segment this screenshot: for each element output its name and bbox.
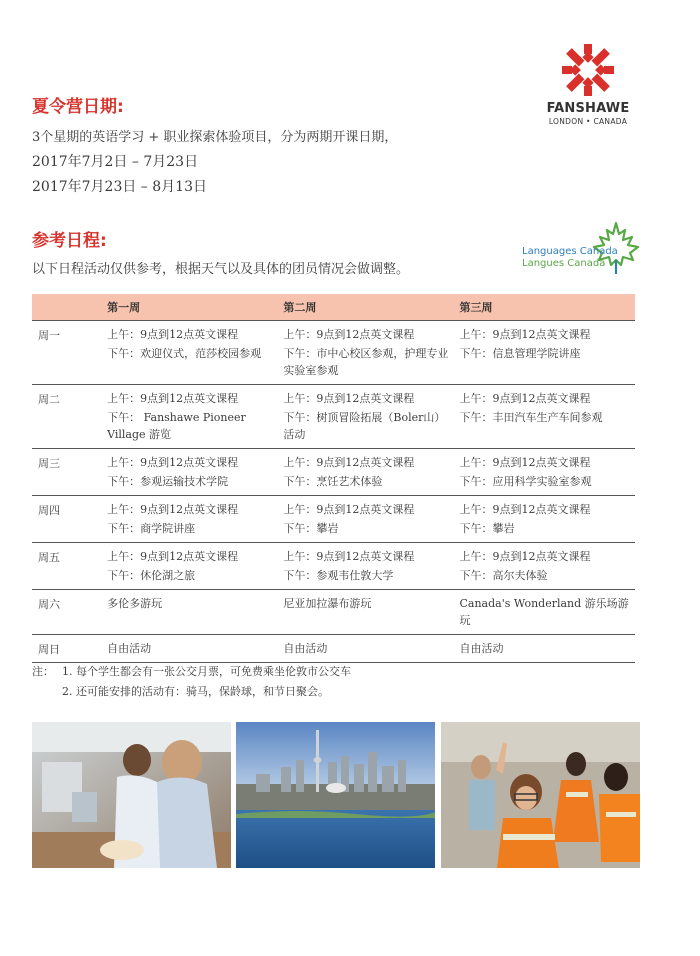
afternoon-activity: 下午： Fanshawe Pioneer Village 游览 <box>107 411 246 441</box>
day-activity: 自由活动 <box>283 642 328 655</box>
week3-cell <box>460 321 636 385</box>
morning-activity: 上午：9点到12点英文课程 <box>283 550 415 563</box>
fanshawe-name: FANSHAWE <box>546 101 630 116</box>
afternoon-activity: 下午：高尔夫体验 <box>459 569 548 582</box>
morning-activity: 上午：9点到12点英文课程 <box>107 392 239 405</box>
morning-activity: 上午：9点到12点英文课程 <box>459 456 591 469</box>
table-header-week1: 第一周 <box>107 294 283 321</box>
week3-cell <box>460 449 636 496</box>
lc-english-name: Languages Canada <box>522 246 618 257</box>
day-activity: 尼亚加拉瀑布游玩 <box>283 597 372 610</box>
notes-label: 注： <box>32 665 54 678</box>
session-1-dates: 2017年7月2日 – 7月23日 <box>32 154 199 170</box>
week1-cell <box>107 635 283 663</box>
note-item: 2. 还可能安排的活动有：骑马，保龄球，和节日聚会。 <box>62 685 329 698</box>
afternoon-activity: 下午：烹饪艺术体验 <box>283 475 383 488</box>
week2-cell <box>283 449 459 496</box>
day-activity: 自由活动 <box>459 642 504 655</box>
week2-cell <box>283 590 459 635</box>
table-row <box>32 543 635 590</box>
day-activity: 多伦多游玩 <box>107 597 163 610</box>
week1-cell <box>107 385 283 449</box>
note-item: 1. 每个学生都会有一张公交月票，可免费乘坐伦敦市公交车 <box>62 665 351 678</box>
afternoon-activity: 下午：树顶冒险拓展（Boler山）活动 <box>283 411 446 441</box>
day-label: 周五 <box>32 543 107 590</box>
day-activity: Canada's Wonderland 游乐场游玩 <box>459 597 629 627</box>
afternoon-activity: 下午：欢迎仪式，范莎校园参观 <box>107 347 262 360</box>
morning-activity: 上午：9点到12点英文课程 <box>107 456 239 469</box>
table-row <box>32 590 635 635</box>
table-row <box>32 635 635 663</box>
week1-cell <box>107 321 283 385</box>
morning-activity: 上午：9点到12点英文课程 <box>107 550 239 563</box>
table-header-row <box>32 294 635 321</box>
week1-cell <box>107 590 283 635</box>
afternoon-activity: 下午：攀岩 <box>459 522 515 535</box>
day-activity: 自由活动 <box>107 642 152 655</box>
day-label: 周三 <box>32 449 107 496</box>
morning-activity: 上午：9点到12点英文课程 <box>459 328 591 341</box>
morning-activity: 上午：9点到12点英文课程 <box>459 503 591 516</box>
camp-intro: 3个星期的英语学习 + 职业探索体验项目，分为两期开课日期， <box>32 130 398 145</box>
kids-safety-vests-photo <box>441 722 640 868</box>
week2-cell <box>283 543 459 590</box>
afternoon-activity: 下午：丰田汽车生产车间参观 <box>459 411 603 424</box>
day-label: 周四 <box>32 496 107 543</box>
afternoon-activity: 下午：市中心校区参观，护理专业实验室参观 <box>283 347 449 377</box>
languages-canada-logo <box>518 220 648 280</box>
toronto-skyline-photo <box>236 722 435 868</box>
week3-cell <box>460 543 636 590</box>
fanshawe-logo <box>533 42 643 132</box>
day-label: 周六 <box>32 590 107 635</box>
week1-cell <box>107 496 283 543</box>
morning-activity: 上午：9点到12点英文课程 <box>107 328 239 341</box>
afternoon-activity: 下午：参观韦仕敦大学 <box>283 569 394 582</box>
morning-activity: 上午：9点到12点英文课程 <box>283 456 415 469</box>
morning-activity: 上午：9点到12点英文课程 <box>459 392 591 405</box>
fanshawe-location: LONDON • CANADA <box>548 117 628 126</box>
lab-students-photo <box>32 722 231 868</box>
week1-cell <box>107 449 283 496</box>
table-row <box>32 496 635 543</box>
table-header-week3: 第三周 <box>460 294 636 321</box>
table-row <box>32 385 635 449</box>
morning-activity: 上午：9点到12点英文课程 <box>107 503 239 516</box>
day-label: 周日 <box>32 635 107 663</box>
table-header-day <box>32 294 107 321</box>
lc-french-name: Langues Canada <box>522 258 606 269</box>
week3-cell <box>460 496 636 543</box>
week3-cell <box>460 635 636 663</box>
session-2-dates: 2017年7月23日 – 8月13日 <box>32 179 207 195</box>
morning-activity: 上午：9点到12点英文课程 <box>283 503 415 516</box>
afternoon-activity: 下午：休伦湖之旅 <box>107 569 196 582</box>
week2-cell <box>283 496 459 543</box>
notes <box>32 662 351 702</box>
afternoon-activity: 下午：攀岩 <box>283 522 339 535</box>
week3-cell <box>460 590 636 635</box>
afternoon-activity: 下午：参观运输技术学院 <box>107 475 229 488</box>
fanshawe-emblem-icon <box>533 42 643 100</box>
schedule-note: 以下日程活动仅供参考，根据天气以及具体的团员情况会做调整。 <box>32 262 410 277</box>
week2-cell <box>283 385 459 449</box>
morning-activity: 上午：9点到12点英文课程 <box>459 550 591 563</box>
week2-cell <box>283 321 459 385</box>
table-row <box>32 321 635 385</box>
morning-activity: 上午：9点到12点英文课程 <box>283 328 415 341</box>
day-label: 周二 <box>32 385 107 449</box>
day-label: 周一 <box>32 321 107 385</box>
table-row <box>32 449 635 496</box>
week3-cell <box>460 385 636 449</box>
schedule-title: 参考日程: <box>32 231 107 251</box>
week1-cell <box>107 543 283 590</box>
afternoon-activity: 下午：信息管理学院讲座 <box>459 347 581 360</box>
table-header-week2: 第二周 <box>283 294 459 321</box>
afternoon-activity: 下午：应用科学实验室参观 <box>459 475 592 488</box>
week2-cell <box>283 635 459 663</box>
afternoon-activity: 下午：商学院讲座 <box>107 522 196 535</box>
camp-dates-title: 夏令营日期: <box>32 97 124 117</box>
schedule-table <box>32 294 635 663</box>
morning-activity: 上午：9点到12点英文课程 <box>283 392 415 405</box>
